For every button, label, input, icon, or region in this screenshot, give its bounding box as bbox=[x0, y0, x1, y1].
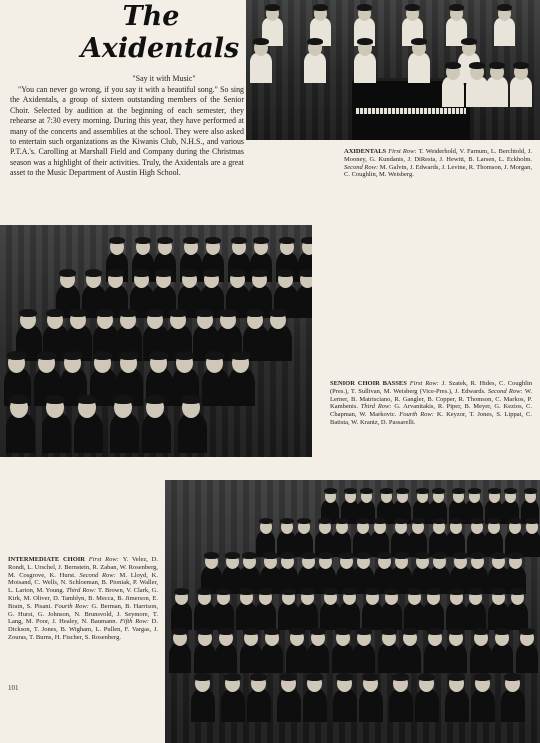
singer-hair bbox=[415, 552, 430, 559]
singer-body bbox=[297, 602, 318, 631]
singer-hair bbox=[307, 38, 323, 45]
singer-hair bbox=[157, 237, 173, 244]
axidentals-caption bbox=[344, 148, 532, 179]
singer-hair bbox=[69, 309, 87, 317]
singer-body bbox=[423, 602, 444, 631]
singer-hair bbox=[380, 488, 393, 494]
singer-hair bbox=[253, 38, 269, 45]
singer-hair bbox=[510, 588, 525, 595]
singer-body bbox=[296, 285, 312, 318]
singer-hair bbox=[281, 588, 296, 595]
singer-hair bbox=[172, 628, 188, 635]
basses-photo bbox=[0, 225, 312, 457]
singer-hair bbox=[246, 309, 264, 317]
singer-hair bbox=[231, 351, 250, 360]
singer-hair bbox=[427, 628, 443, 635]
singer-hair bbox=[519, 628, 535, 635]
piano-keys bbox=[356, 108, 466, 114]
singer-body bbox=[213, 602, 234, 631]
caption-row-label: Fifth Row: bbox=[119, 618, 152, 626]
singer-body bbox=[491, 643, 513, 674]
singer-hair bbox=[93, 351, 112, 360]
singer-hair bbox=[525, 518, 539, 524]
singer-hair bbox=[449, 588, 464, 595]
singer-hair bbox=[197, 628, 213, 635]
singer-hair bbox=[299, 269, 312, 277]
singer-hair bbox=[449, 4, 464, 11]
singer-hair bbox=[356, 628, 372, 635]
singer-body bbox=[332, 643, 354, 674]
singer-body bbox=[266, 325, 292, 360]
singer-hair bbox=[258, 588, 273, 595]
caption-names: Y. Velez, D. Rondi, L. Urschel, J. Bernstein, R. Zaban, W. Rosenberg, M. Cosgrove, K. Hurst. bbox=[8, 556, 158, 579]
singer-hair bbox=[344, 488, 357, 494]
caption-lead: AXIDENTALS bbox=[344, 148, 389, 155]
singer-hair bbox=[336, 673, 353, 681]
singer-hair bbox=[183, 237, 199, 244]
singer-hair bbox=[432, 518, 446, 524]
singer-hair bbox=[508, 518, 522, 524]
singer-hair bbox=[342, 588, 357, 595]
singer-body bbox=[236, 602, 257, 631]
singer-body bbox=[215, 643, 237, 674]
singer-hair bbox=[508, 552, 523, 559]
singer-hair bbox=[242, 552, 257, 559]
singer-hair bbox=[411, 38, 427, 45]
singer-body bbox=[516, 643, 538, 674]
singer-hair bbox=[37, 351, 56, 360]
singer-hair bbox=[219, 309, 237, 317]
singer-hair bbox=[77, 395, 97, 404]
singer-body bbox=[307, 643, 329, 674]
title-line-1: The bbox=[122, 1, 180, 32]
singer-body bbox=[408, 53, 430, 84]
singer-hair bbox=[231, 237, 247, 244]
singer-hair bbox=[488, 488, 501, 494]
page-title bbox=[80, 2, 240, 64]
singer-hair bbox=[487, 518, 501, 524]
singer-hair bbox=[356, 552, 371, 559]
singer-body bbox=[169, 643, 191, 674]
singer-hair bbox=[263, 552, 278, 559]
singer-body bbox=[501, 689, 525, 722]
title-line-2: Axidentals bbox=[80, 33, 240, 64]
singer-hair bbox=[449, 518, 463, 524]
caption-names: T. Brown, V. Clark, G. Kirk, M. Oliver, D. Tamblyn, B. Mecca, B. Jimerson, E. Brain, S. Pisani. bbox=[8, 587, 158, 610]
singer-hair bbox=[243, 628, 259, 635]
singer-body bbox=[404, 602, 425, 631]
page-number: 101 bbox=[8, 684, 19, 692]
singer-hair bbox=[396, 488, 409, 494]
singer-hair bbox=[280, 518, 294, 524]
singer-hair bbox=[494, 628, 510, 635]
singer-hair bbox=[470, 518, 484, 524]
singer-hair bbox=[491, 588, 506, 595]
singer-hair bbox=[289, 628, 305, 635]
singer-hair bbox=[300, 588, 315, 595]
singer-hair bbox=[470, 552, 485, 559]
singer-hair bbox=[119, 309, 137, 317]
singer-body bbox=[442, 77, 464, 108]
intermediate-choir-photo bbox=[165, 480, 540, 743]
caption-names: G. Berman, B. Harrison, G. Hurst, G. Johnson, N. Brunsvold, J. Seymore, T. Lang, M. Poor, J. Healey, N. Baumann. bbox=[8, 602, 159, 626]
singer-hair bbox=[402, 628, 418, 635]
singer-body bbox=[202, 368, 229, 405]
singer-hair bbox=[448, 673, 465, 681]
singer-hair bbox=[306, 673, 323, 681]
singer-hair bbox=[405, 4, 420, 11]
singer-body bbox=[445, 643, 467, 674]
singer-hair bbox=[149, 351, 168, 360]
singer-body bbox=[277, 689, 301, 722]
singer-body bbox=[240, 643, 262, 674]
singer-hair bbox=[197, 588, 212, 595]
intermediate-caption bbox=[8, 556, 158, 642]
singer-hair bbox=[461, 38, 477, 45]
singer-hair bbox=[113, 395, 133, 404]
caption-names: D. Dickson, T. Jones, B. Wigham, L. Pullen, F. Vargas, J. Zouras, T. Burns, H. Fischer, S. Rosenberg. bbox=[8, 618, 158, 641]
singer-body bbox=[465, 602, 486, 631]
caption-row-label: Third Row: bbox=[360, 403, 395, 411]
singer-hair bbox=[524, 488, 537, 494]
singer-body bbox=[507, 602, 528, 631]
intro-quote: "Say it with Music" bbox=[132, 74, 196, 83]
singer-hair bbox=[418, 673, 435, 681]
singer-hair bbox=[445, 62, 461, 69]
singer-hair bbox=[335, 628, 351, 635]
singer-hair bbox=[373, 518, 387, 524]
singer-hair bbox=[377, 552, 392, 559]
singer-hair bbox=[297, 518, 311, 524]
singer-body bbox=[194, 602, 215, 631]
singer-hair bbox=[280, 673, 297, 681]
singer-hair bbox=[513, 62, 529, 69]
caption-names: J. Szatek, R. Hides, C. Coughlin (Pres.), T. Sullivan, M. Weisberg (Vice-Pres.), J. Edwards. bbox=[330, 380, 532, 395]
singer-hair bbox=[362, 673, 379, 681]
singer-body bbox=[362, 602, 383, 631]
singer-hair bbox=[264, 628, 280, 635]
singer-body bbox=[333, 689, 357, 722]
singer-hair bbox=[175, 351, 194, 360]
singer-body bbox=[486, 77, 508, 108]
singer-hair bbox=[225, 552, 240, 559]
singer-hair bbox=[155, 269, 172, 277]
singer-hair bbox=[7, 351, 26, 360]
singer-hair bbox=[356, 518, 370, 524]
singer-hair bbox=[469, 62, 485, 69]
singer-hair bbox=[196, 309, 214, 317]
singer-hair bbox=[59, 269, 76, 277]
singer-hair bbox=[280, 552, 295, 559]
singer-hair bbox=[109, 237, 125, 244]
singer-hair bbox=[265, 4, 280, 11]
singer-body bbox=[339, 602, 360, 631]
singer-hair bbox=[259, 518, 273, 524]
singer-hair bbox=[107, 269, 124, 277]
singer-hair bbox=[250, 673, 267, 681]
singer-hair bbox=[169, 309, 187, 317]
singer-hair bbox=[216, 588, 231, 595]
singer-body bbox=[378, 643, 400, 674]
singer-hair bbox=[453, 552, 468, 559]
singer-body bbox=[171, 602, 192, 631]
singer-hair bbox=[448, 628, 464, 635]
singer-hair bbox=[45, 395, 65, 404]
caption-row-label: First Row: bbox=[388, 148, 419, 155]
singer-hair bbox=[135, 237, 151, 244]
caption-row-label: Second Row: bbox=[487, 387, 525, 395]
singer-body bbox=[354, 53, 376, 84]
singer-body bbox=[228, 368, 255, 405]
singer-hair bbox=[205, 351, 224, 360]
singer-hair bbox=[46, 309, 64, 317]
singer-hair bbox=[365, 588, 380, 595]
caption-names: M. Lloyd, K. Moisand, C. Wells, N. Schloeman, B. Pioniak, P. Waller, L. Larion, M. Young. bbox=[8, 571, 158, 595]
singer-hair bbox=[392, 673, 409, 681]
caption-row-label: Second Row: bbox=[344, 163, 380, 171]
singer-body bbox=[424, 643, 446, 674]
singer-body bbox=[178, 413, 207, 453]
caption-names: K. Keyzor, T. Jones, S. Lippai, C. Batista, W. Krantz, D. Passarelli. bbox=[330, 411, 533, 426]
singer-hair bbox=[394, 552, 409, 559]
singer-hair bbox=[384, 588, 399, 595]
singer-body bbox=[247, 689, 271, 722]
singer-hair bbox=[318, 518, 332, 524]
caption-names: G. Arvanitakis, R. Piper, B. Meyer, G. Kezios, C. Chapman, W. Markovic. bbox=[330, 403, 532, 419]
singer-hair bbox=[229, 269, 246, 277]
singer-hair bbox=[432, 488, 445, 494]
singer-body bbox=[522, 531, 540, 557]
singer-hair bbox=[205, 237, 221, 244]
singer-hair bbox=[85, 269, 102, 277]
singer-hair bbox=[407, 588, 422, 595]
singer-body bbox=[445, 689, 469, 722]
singer-body bbox=[110, 413, 139, 453]
singer-hair bbox=[411, 518, 425, 524]
singer-hair bbox=[323, 588, 338, 595]
singer-hair bbox=[473, 628, 489, 635]
singer-hair bbox=[146, 309, 164, 317]
caption-names: W. Lerner, B. Matrisciano, R. Gangler, B. Copper, R. Thomson, C. Markos, P. Kambenis. bbox=[330, 387, 532, 411]
singer-hair bbox=[381, 628, 397, 635]
singer-hair bbox=[432, 552, 447, 559]
singer-body bbox=[415, 689, 439, 722]
singer-hair bbox=[489, 62, 505, 69]
caption-lead: SENIOR CHOIR BASSES bbox=[330, 380, 410, 387]
singer-hair bbox=[335, 518, 349, 524]
singer-body bbox=[320, 602, 341, 631]
singer-hair bbox=[239, 588, 254, 595]
singer-body bbox=[303, 689, 327, 722]
caption-names: T. Weiderhold, V. Farnum, L. Berchtold, J. Mooney, G. Kundanis, J. DiResta, J. Hewitt, B. Larsen, L. Eckholm. bbox=[344, 148, 533, 163]
singer-body bbox=[250, 53, 272, 84]
singer-hair bbox=[318, 552, 333, 559]
singer-hair bbox=[301, 237, 312, 244]
singer-hair bbox=[416, 488, 429, 494]
singer-body bbox=[194, 643, 216, 674]
singer-body bbox=[446, 602, 467, 631]
singer-body bbox=[6, 413, 35, 453]
singer-hair bbox=[251, 269, 268, 277]
singer-hair bbox=[357, 4, 372, 11]
singer-hair bbox=[204, 552, 219, 559]
caption-row-label: Second Row: bbox=[79, 571, 120, 579]
singer-body bbox=[494, 18, 515, 47]
singer-hair bbox=[279, 237, 295, 244]
singer-hair bbox=[452, 488, 465, 494]
singer-hair bbox=[269, 309, 287, 317]
singer-hair bbox=[324, 488, 337, 494]
singer-hair bbox=[360, 488, 373, 494]
singer-body bbox=[399, 643, 421, 674]
singer-hair bbox=[9, 395, 29, 404]
singer-hair bbox=[203, 269, 220, 277]
singer-body bbox=[42, 413, 71, 453]
caption-row-label: First Row: bbox=[88, 556, 123, 563]
singer-body bbox=[488, 602, 509, 631]
singer-body bbox=[389, 689, 413, 722]
singer-body bbox=[255, 602, 276, 631]
singer-hair bbox=[468, 588, 483, 595]
singer-body bbox=[304, 53, 326, 84]
singer-hair bbox=[63, 351, 82, 360]
singer-hair bbox=[119, 351, 138, 360]
basses-caption bbox=[330, 380, 532, 427]
singer-hair bbox=[468, 488, 481, 494]
singer-hair bbox=[218, 628, 234, 635]
singer-body bbox=[286, 643, 308, 674]
singer-hair bbox=[474, 673, 491, 681]
singer-hair bbox=[357, 38, 373, 45]
singer-body bbox=[278, 602, 299, 631]
singer-hair bbox=[145, 395, 165, 404]
singer-hair bbox=[224, 673, 241, 681]
caption-lead: INTERMEDIATE CHOIR bbox=[8, 556, 89, 563]
axidentals-photo bbox=[246, 0, 540, 140]
singer-hair bbox=[504, 673, 521, 681]
singer-hair bbox=[19, 309, 37, 317]
singer-body bbox=[510, 77, 532, 108]
singer-hair bbox=[339, 552, 354, 559]
singer-hair bbox=[133, 269, 150, 277]
singer-hair bbox=[194, 673, 211, 681]
singer-hair bbox=[310, 628, 326, 635]
singer-hair bbox=[253, 237, 269, 244]
singer-body bbox=[470, 643, 492, 674]
caption-row-label: Third Row: bbox=[66, 587, 98, 595]
singer-hair bbox=[301, 552, 316, 559]
caption-names: M. Galvin, J. Edwards, J. Levine, R. Thomson, J. Morgan, C. Coughlin, M. Weisberg. bbox=[344, 163, 532, 179]
singer-body bbox=[221, 689, 245, 722]
singer-body bbox=[381, 602, 402, 631]
singer-body bbox=[359, 689, 383, 722]
singer-hair bbox=[181, 269, 198, 277]
singer-hair bbox=[504, 488, 517, 494]
singer-hair bbox=[394, 518, 408, 524]
singer-hair bbox=[277, 269, 294, 277]
singer-hair bbox=[426, 588, 441, 595]
singer-body bbox=[142, 413, 171, 453]
singer-hair bbox=[174, 588, 189, 595]
singer-hair bbox=[313, 4, 328, 11]
singer-body bbox=[191, 689, 215, 722]
singer-body bbox=[471, 689, 495, 722]
singer-body bbox=[74, 413, 103, 453]
intro-paragraph: "You can never go wrong, if you say it with a beautiful song." So sing the Axidentals, a group of sixteen outstanding members of the Senior Choir. Selected by audition at the beginning of each semester, they rehearse at 7:30 every morning. During this year, they have performed at many of the concerts and assemblies at the school. They were also asked to entertain such organizations as the Kiwanis Club, N.H.S., and various P.T.A.'s. Carolling at Marshall Field and Company during the Christmas season was a highlight of their activities. Truly, the Axidentals are a great asset to the Music Department of Austin High School. bbox=[10, 85, 244, 178]
singer-hair bbox=[497, 4, 512, 11]
singer-hair bbox=[181, 395, 201, 404]
singer-body bbox=[353, 643, 375, 674]
caption-row-label: First Row: bbox=[409, 380, 442, 387]
caption-row-label: Fourth Row: bbox=[399, 411, 437, 419]
singer-body bbox=[261, 643, 283, 674]
singer-hair bbox=[96, 309, 114, 317]
singer-hair bbox=[491, 552, 506, 559]
caption-row-label: Fourth Row: bbox=[54, 602, 92, 610]
